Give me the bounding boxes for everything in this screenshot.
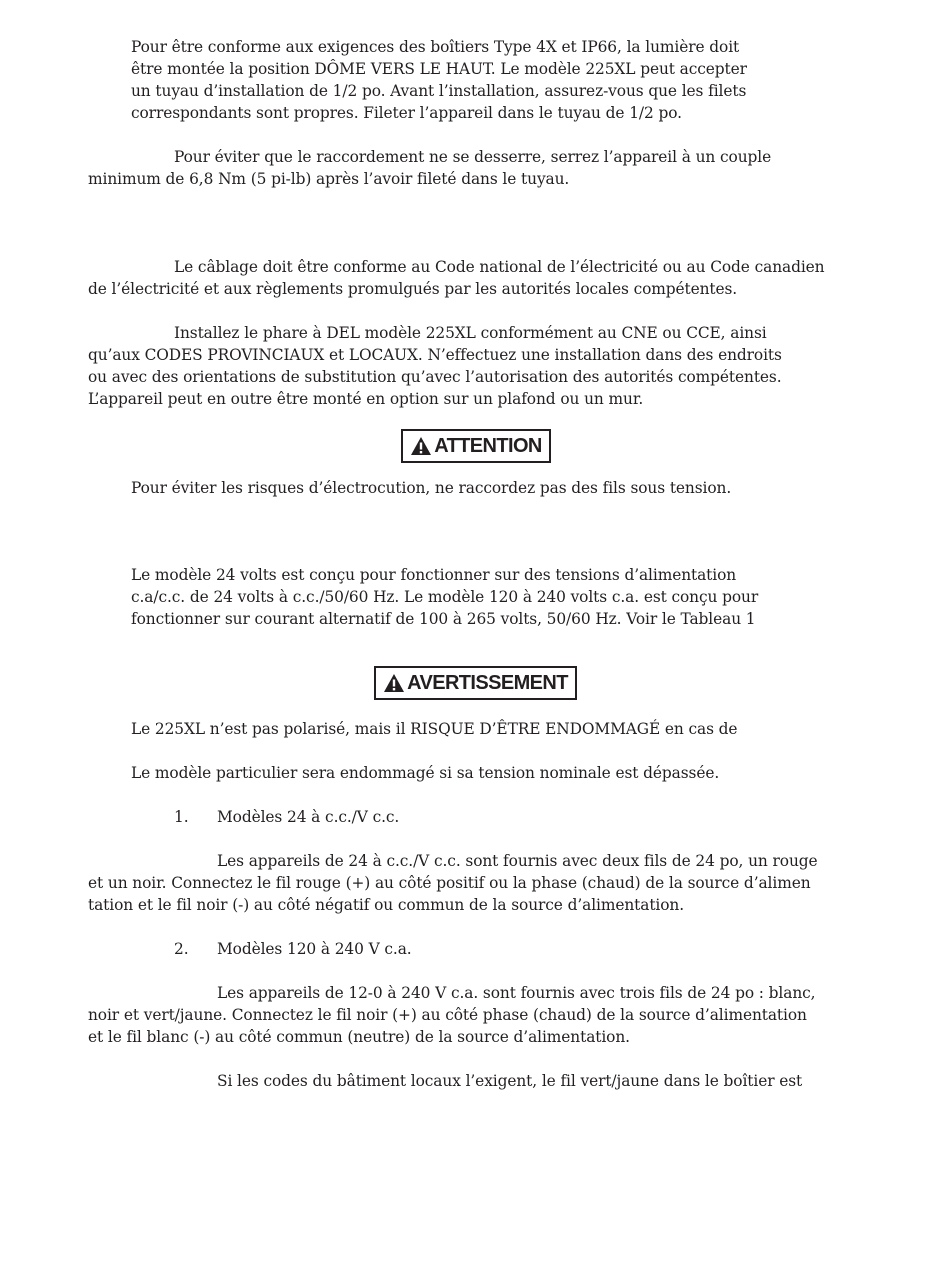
p9-line-1: Les appareils de 24 à c.c./V c.c. sont fournis avec deux fils de 24 po, un rouge: [217, 852, 818, 870]
warning-notice: [374, 666, 577, 700]
item2-title: Modèles 120 à 240 V c.a.: [217, 940, 412, 958]
p4-line-2: qu’aux CODES PROVINCIAUX et LOCAUX. N’effectuez une installation dans des endroits: [88, 346, 782, 364]
warning-label: AVERTISSEMENT: [407, 671, 568, 694]
p4-line-4: L’appareil peut en outre être monté en option sur un plafond ou un mur.: [88, 390, 644, 408]
p10-line-3: et le fil blanc (-) au côté commun (neutre) de la source d’alimentation.: [88, 1028, 630, 1046]
p8-line-1: Le modèle particulier sera endommagé si sa tension nominale est dépassée.: [131, 764, 720, 782]
p1-line-4: correspondants sont propres. Fileter l’appareil dans le tuyau de 1/2 po.: [131, 104, 682, 122]
p1-line-2: être montée la position DÔME VERS LE HAUT. Le modèle 225XL peut accepter: [131, 60, 747, 78]
p4-line-3: ou avec des orientations de substitution qu’avec l’autorisation des autorités compétentes.: [88, 368, 782, 386]
p3-line-2: de l’électricité et aux règlements promulgués par les autorités locales compétentes.: [88, 280, 738, 298]
warning-triangle-icon: [383, 673, 405, 693]
p9-line-2: et un noir. Connectez le fil rouge (+) au côté positif ou la phase (chaud) de la source d’alimen: [88, 874, 811, 892]
p2-line-2: minimum de 6,8 Nm (5 pi-lb) après l’avoir fileté dans le tuyau.: [88, 170, 570, 188]
p11-line-1: Si les codes du bâtiment locaux l’exigent, le fil vert/jaune dans le boîtier est: [217, 1072, 803, 1090]
p2-line-1: Pour éviter que le raccordement ne se desserre, serrez l’appareil à un couple: [174, 148, 772, 166]
p3-line-1: Le câblage doit être conforme au Code national de l’électricité ou au Code canadien: [174, 258, 825, 276]
item1-title: Modèles 24 à c.c./V c.c.: [217, 808, 400, 826]
item2-number: 2.: [174, 940, 189, 958]
p10-line-2: noir et vert/jaune. Connectez le fil noir (+) au côté phase (chaud) de la source d’alimentation: [88, 1006, 807, 1024]
attention-notice: [401, 429, 551, 463]
p6-line-3: fonctionner sur courant alternatif de 100 à 265 volts, 50/60 Hz. Voir le Tableau 1: [131, 610, 756, 628]
p10-line-1: Les appareils de 12-0 à 240 V c.a. sont fournis avec trois fils de 24 po : blanc,: [217, 984, 816, 1002]
p9-line-3: tation et le fil noir (-) au côté négatif ou commun de la source d’alimentation.: [88, 896, 685, 914]
p6-line-2: c.a/c.c. de 24 volts à c.c./50/60 Hz. Le modèle 120 à 240 volts c.a. est conçu pour: [131, 588, 759, 606]
warning-triangle-icon: [410, 436, 432, 456]
p1-line-3: un tuyau d’installation de 1/2 po. Avant l’installation, assurez-vous que les filets: [131, 82, 747, 100]
p5-line-1: Pour éviter les risques d’électrocution, ne raccordez pas des fils sous tension.: [131, 479, 732, 497]
attention-label: ATTENTION: [434, 434, 542, 457]
item1-number: 1.: [174, 808, 189, 826]
p6-line-1: Le modèle 24 volts est conçu pour fonctionner sur des tensions d’alimentation: [131, 566, 737, 584]
p1-line-1: Pour être conforme aux exigences des boîtiers Type 4X et IP66, la lumière doit: [131, 38, 740, 56]
p4-line-1: Installez le phare à DEL modèle 225XL conformément au CNE ou CCE, ainsi: [174, 324, 767, 342]
p7-line-1: Le 225XL n’est pas polarisé, mais il RISQUE D’ÊTRE ENDOMMAGÉ en cas de: [131, 720, 738, 738]
